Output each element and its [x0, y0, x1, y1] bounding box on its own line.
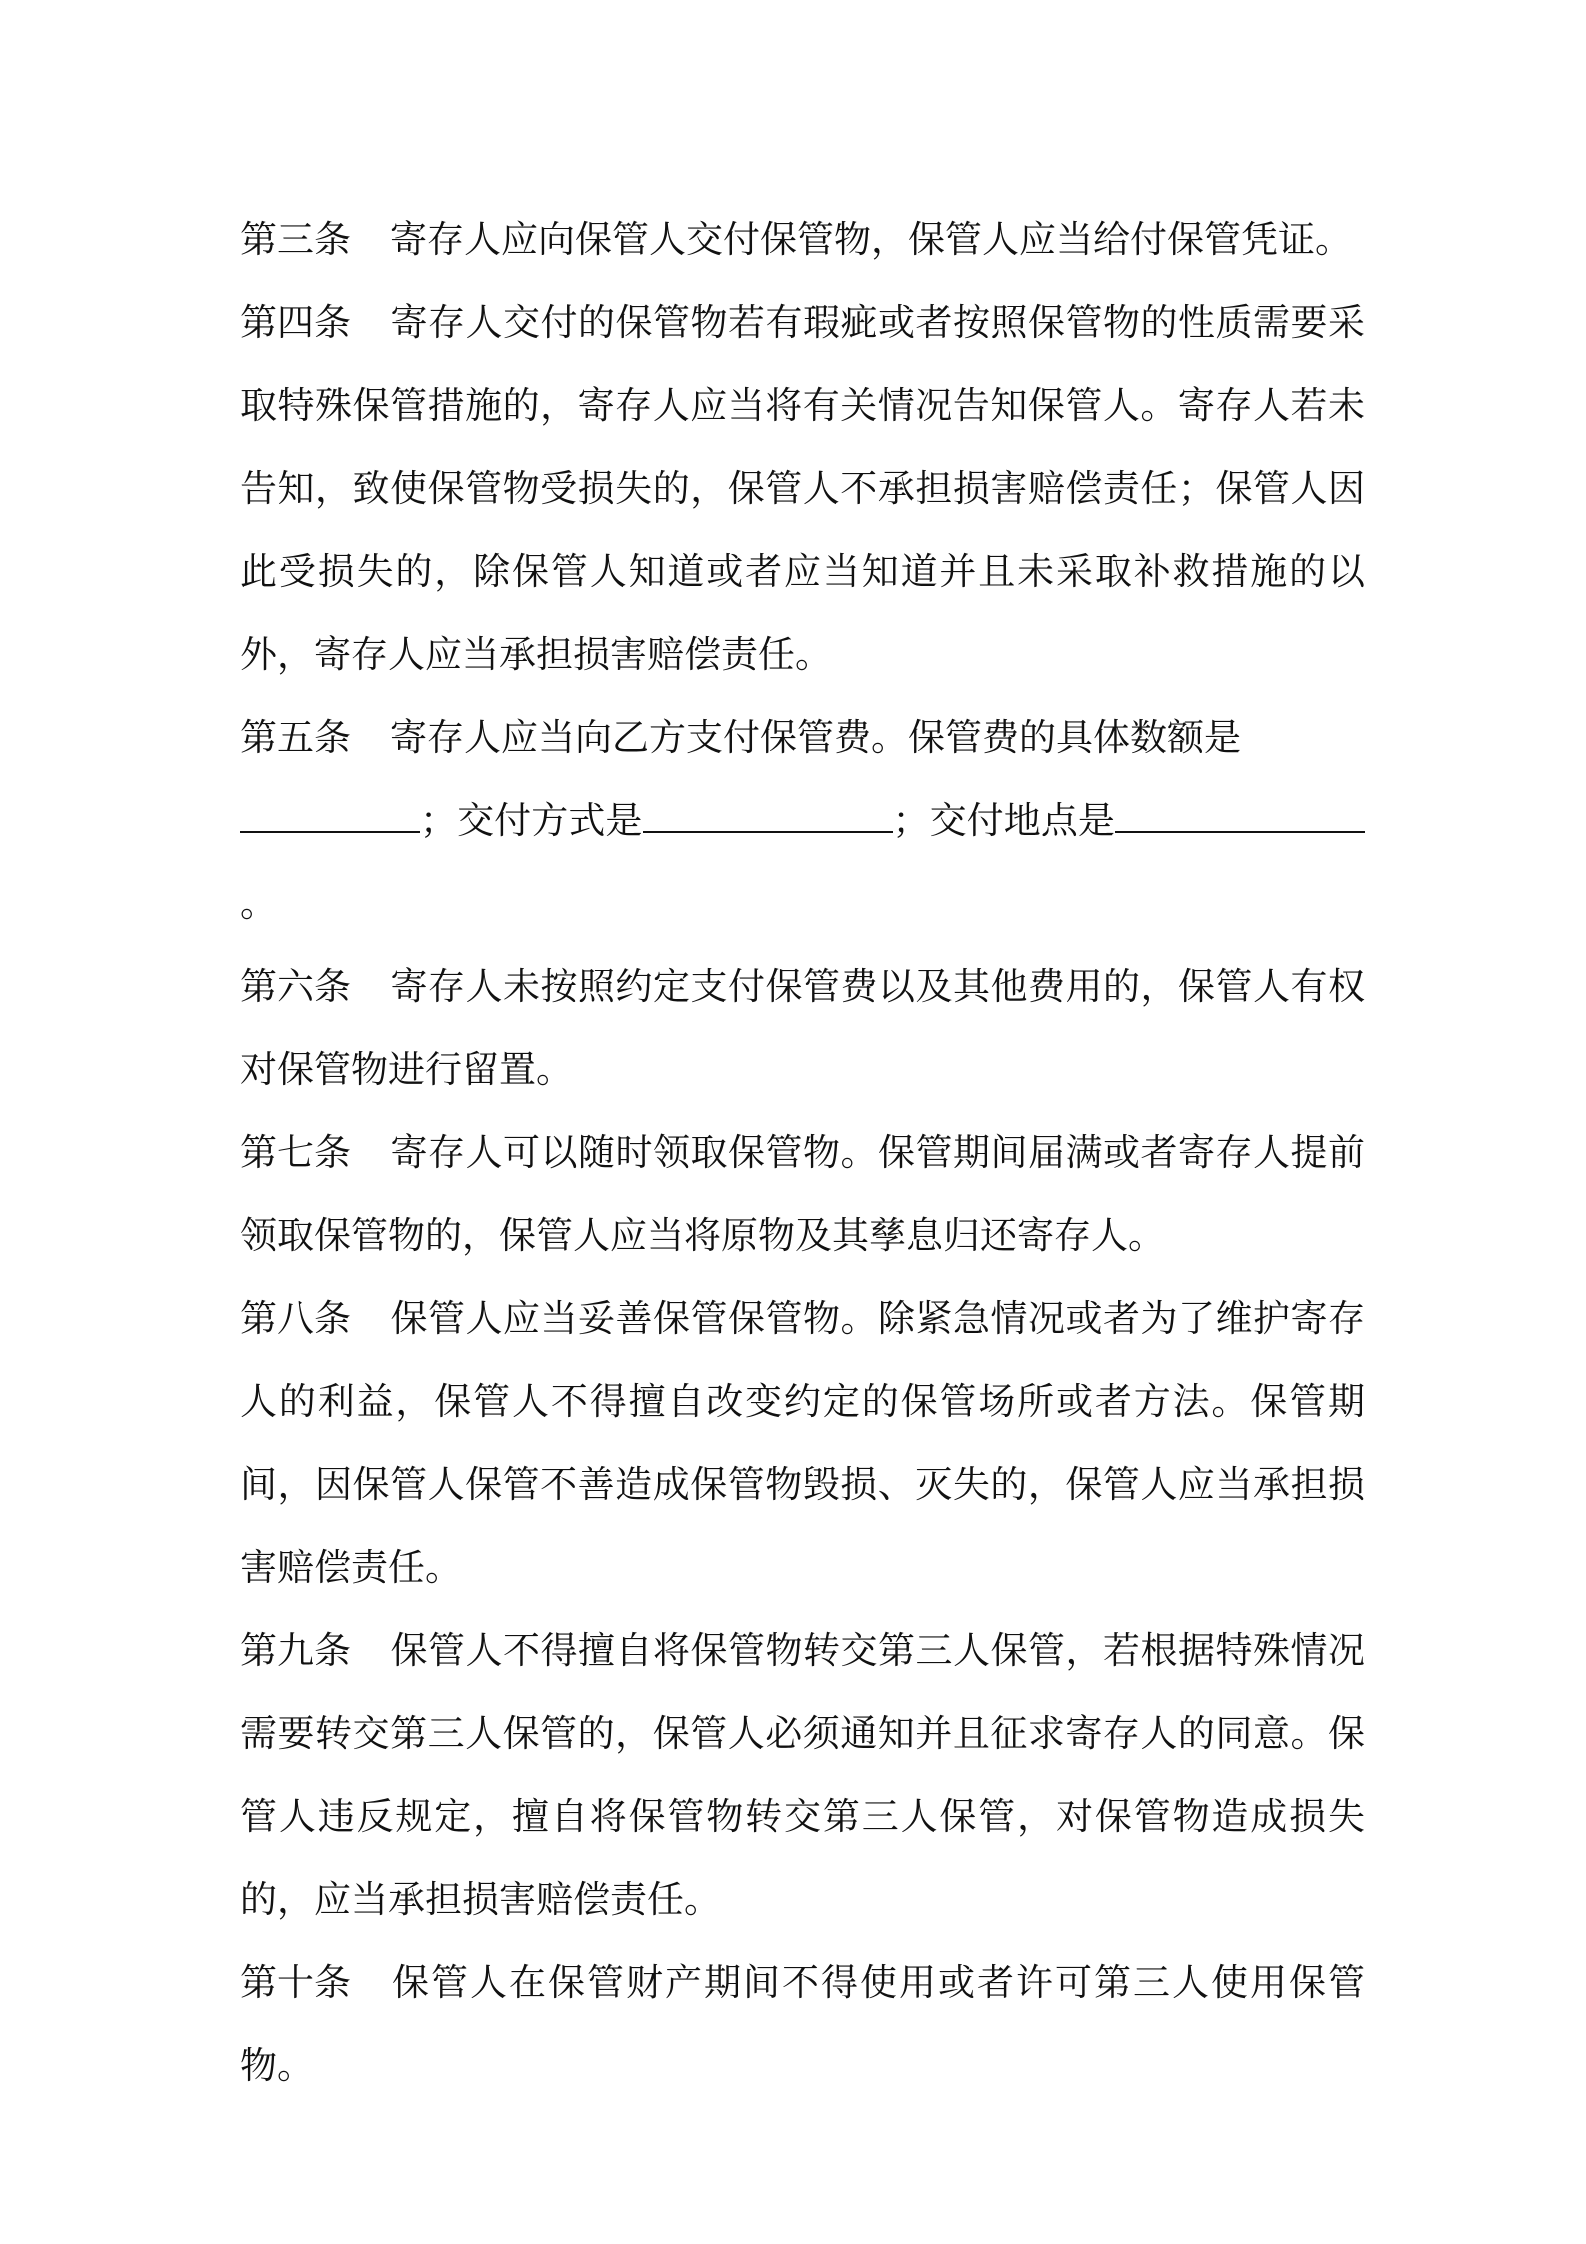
article-3: [240, 198, 1365, 281]
article-8: [240, 1277, 1365, 1609]
article-10: [240, 1941, 1365, 2107]
document-body: [240, 198, 1365, 2107]
article-number: 第九条: [240, 1629, 351, 1672]
article-number: 第四条: [240, 301, 351, 344]
article-5: [240, 696, 1365, 945]
article-text: 寄存人可以随时领取保管物。保管期间届满或者寄存人提前领取保管物的，保管人应当将原物及其孳息归还寄存人。: [240, 1131, 1365, 1257]
article-text: 寄存人应向保管人交付保管物，保管人应当给付保管凭证。: [390, 218, 1352, 261]
article-number: 第八条: [240, 1297, 351, 1340]
payment-place-blank[interactable]: [1115, 801, 1365, 833]
payment-method-label: ；交付方式是: [420, 799, 643, 842]
article-text: 寄存人应当向乙方支付保管费。保管费的具体数额是: [390, 716, 1241, 759]
article-7: [240, 1111, 1365, 1277]
sentence-end: 。: [240, 882, 277, 925]
payment-method-blank[interactable]: [643, 801, 893, 833]
article-text: 保管人应当妥善保管保管物。除紧急情况或者为了维护寄存人的利益，保管人不得擅自改变约定的保管场所或者方法。保管期间，因保管人保管不善造成保管物毁损、灭失的，保管人应当承担损害赔偿责任。: [240, 1297, 1365, 1589]
article-9: [240, 1609, 1365, 1941]
fee-amount-blank[interactable]: [240, 801, 420, 833]
article-text: 寄存人未按照约定支付保管费以及其他费用的，保管人有权对保管物进行留置。: [240, 965, 1365, 1091]
article-text: 保管人在保管财产期间不得使用或者许可第三人使用保管物。: [240, 1961, 1365, 2087]
article-number: 第七条: [240, 1131, 351, 1174]
article-number: 第五条: [240, 716, 351, 759]
article-6: [240, 945, 1365, 1111]
article-text: 保管人不得擅自将保管物转交第三人保管，若根据特殊情况需要转交第三人保管的，保管人必须通知并且征求寄存人的同意。保管人违反规定，擅自将保管物转交第三人保管，对保管物造成损失的，应当承担损害赔偿责任。: [240, 1629, 1365, 1921]
payment-place-label: ；交付地点是: [892, 799, 1115, 842]
article-number: 第六条: [240, 965, 351, 1008]
article-4: [240, 281, 1365, 696]
article-number: 第三条: [240, 218, 351, 261]
article-text: 寄存人交付的保管物若有瑕疵或者按照保管物的性质需要采取特殊保管措施的，寄存人应当将有关情况告知保管人。寄存人若未告知，致使保管物受损失的，保管人不承担损害赔偿责任；保管人因此受损失的，除保管人知道或者应当知道并且未采取补救措施的以外，寄存人应当承担损害赔偿责任。: [240, 301, 1365, 676]
article-number: 第十条: [240, 1961, 351, 2004]
